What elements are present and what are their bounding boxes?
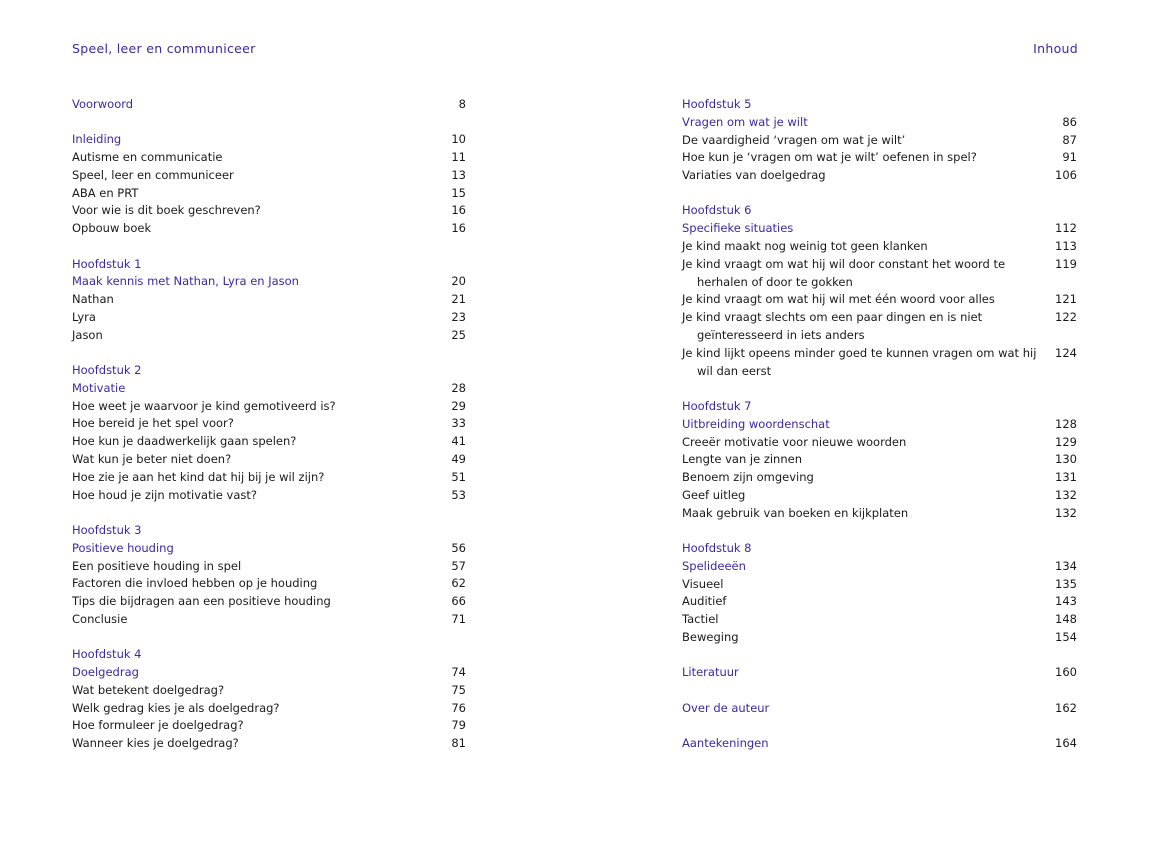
toc-entry[interactable] xyxy=(682,149,1077,167)
toc-entry[interactable] xyxy=(682,576,1077,594)
toc-page-number: 130 xyxy=(1055,452,1077,467)
chapter-number[interactable] xyxy=(72,362,466,380)
toc-entry[interactable] xyxy=(72,309,466,327)
toc-entry-text: Autisme en communicatie xyxy=(72,150,223,165)
toc-section xyxy=(72,646,466,753)
toc-page-number: 164 xyxy=(1055,735,1077,750)
toc-page-number: 56 xyxy=(451,540,466,555)
toc-page-number: 51 xyxy=(451,469,466,484)
toc-page-number: 119 xyxy=(1055,256,1077,271)
toc-chapter[interactable] xyxy=(682,700,1077,718)
toc-page-number: 41 xyxy=(451,434,466,449)
toc-entry[interactable] xyxy=(72,149,466,167)
toc-entry-text: Hoe zie je aan het kind dat hij bij je wil zijn? xyxy=(72,469,325,484)
toc-entry[interactable] xyxy=(682,132,1077,150)
toc-page-number: 25 xyxy=(451,327,466,342)
toc-entry-text: Motivatie xyxy=(72,380,126,395)
toc-page-number: 16 xyxy=(451,221,466,236)
toc-column-left xyxy=(72,96,466,771)
toc-entry-text: Je kind maakt nog weinig tot geen klanken xyxy=(682,239,928,254)
toc-page-number: 75 xyxy=(451,682,466,697)
toc-entry[interactable] xyxy=(682,167,1077,185)
toc-entry-text: Maak kennis met Nathan, Lyra en Jason xyxy=(72,274,299,289)
toc-entry-text: Hoofdstuk 6 xyxy=(682,203,752,218)
toc-entry-text: Hoofdstuk 3 xyxy=(72,522,142,537)
toc-entry-text: Wat betekent doelgedrag? xyxy=(72,682,225,697)
toc-entry-text: Aantekeningen xyxy=(682,735,769,750)
toc-entry-text: Over de auteur xyxy=(682,700,770,715)
toc-entry-text: Een positieve houding in spel xyxy=(72,558,242,573)
toc-entry[interactable] xyxy=(72,487,466,505)
toc-section xyxy=(72,522,466,629)
toc-page-number: 21 xyxy=(451,292,466,307)
chapter-title[interactable] xyxy=(682,114,1077,132)
toc-entry-text: Hoe formuleer je doelgedrag? xyxy=(72,718,244,733)
toc-entry-text: Welk gedrag kies je als doelgedrag? xyxy=(72,700,280,715)
toc-page-number: 91 xyxy=(1062,150,1077,165)
toc-page-number: 8 xyxy=(458,97,466,111)
toc-page-number: 62 xyxy=(451,576,466,591)
toc-page-number: 10 xyxy=(451,132,466,147)
toc-page-number: 160 xyxy=(1055,665,1077,680)
toc-page-number: 16 xyxy=(451,203,466,218)
toc-page-number: 112 xyxy=(1055,221,1077,236)
toc-page-number: 134 xyxy=(1055,558,1077,573)
toc-entry-text: Je kind vraagt om wat hij wil door constant het woord te herhalen of door te gokken xyxy=(682,256,1006,289)
running-head-section: Inhoud xyxy=(1033,41,1078,56)
toc-entry-text: Je kind lijkt opeens minder goed te kunnen vragen om wat hij wil dan eerst xyxy=(682,345,1037,378)
toc-entry[interactable] xyxy=(72,415,466,433)
toc-page-number: 162 xyxy=(1055,700,1077,715)
toc-entry[interactable] xyxy=(72,291,466,309)
toc-entry[interactable] xyxy=(682,593,1077,611)
toc-entry-text: Hoe kun je daadwerkelijk gaan spelen? xyxy=(72,434,297,449)
toc-entry-text: Auditief xyxy=(682,594,727,609)
toc-entry[interactable] xyxy=(682,238,1077,256)
toc-page-number: 129 xyxy=(1055,434,1077,449)
toc-page-number: 33 xyxy=(451,416,466,431)
toc-entry-text: Lyra xyxy=(72,309,96,324)
toc-page-number: 57 xyxy=(451,558,466,573)
toc-entry-text: Hoofdstuk 4 xyxy=(72,647,142,662)
toc-entry-text: Visueel xyxy=(682,576,724,591)
toc-entry[interactable] xyxy=(682,345,1077,381)
toc-page-number: 132 xyxy=(1055,487,1077,502)
toc-entry-text: Vragen om wat je wilt xyxy=(682,114,808,129)
toc-page-number: 148 xyxy=(1055,612,1077,627)
toc-entry[interactable] xyxy=(72,682,466,700)
toc-entry-text: Je kind vraagt om wat hij wil met één woord voor alles xyxy=(682,292,995,307)
toc-page-number: 74 xyxy=(451,665,466,680)
toc-chapter[interactable] xyxy=(682,664,1077,682)
toc-entry[interactable] xyxy=(72,433,466,451)
toc-entry[interactable] xyxy=(682,434,1077,452)
toc-entry[interactable] xyxy=(72,735,466,753)
chapter-number[interactable] xyxy=(72,256,466,274)
toc-entry[interactable] xyxy=(72,167,466,185)
toc-chapter[interactable] xyxy=(72,131,466,149)
toc-entry-text: Hoe kun je ‘vragen om wat je wilt’ oefenen in spel? xyxy=(682,150,977,165)
chapter-number[interactable] xyxy=(682,202,1077,220)
toc-entry[interactable] xyxy=(72,327,466,345)
toc-entry[interactable] xyxy=(682,291,1077,309)
toc-entry-text: Geef uitleg xyxy=(682,487,746,502)
toc-entry-text: Conclusie xyxy=(72,611,128,626)
toc-entry[interactable] xyxy=(682,611,1077,629)
toc-page-number: 53 xyxy=(451,487,466,502)
toc-page-number: 49 xyxy=(451,452,466,467)
toc-entry-text: Hoe weet je waarvoor je kind gemotiveerd is? xyxy=(72,398,336,413)
toc-entry-text: Benoem zijn omgeving xyxy=(682,470,814,485)
toc-page-number: 86 xyxy=(1062,114,1077,129)
toc-entry-text: Maak gebruik van boeken en kijkplaten xyxy=(682,505,909,520)
toc-entry-text: Hoe bereid je het spel voor? xyxy=(72,416,234,431)
toc-section xyxy=(682,664,1077,682)
toc-entry[interactable] xyxy=(682,469,1077,487)
toc-page-number: 20 xyxy=(451,274,466,289)
toc-entry-text: Hoofdstuk 1 xyxy=(72,256,142,271)
toc-entry-text: Wanneer kies je doelgedrag? xyxy=(72,736,239,751)
toc-section xyxy=(72,256,466,345)
toc-entry-text: Hoofdstuk 2 xyxy=(72,363,142,378)
toc-page-number: 132 xyxy=(1055,505,1077,520)
toc-section xyxy=(72,362,466,504)
toc-page-number: 128 xyxy=(1055,416,1077,431)
toc-entry[interactable] xyxy=(682,487,1077,505)
toc-page-number: 154 xyxy=(1055,630,1077,645)
toc-entry-text: Lengte van je zinnen xyxy=(682,452,803,467)
toc-section xyxy=(682,96,1077,185)
toc-entry-text: Spelideeën xyxy=(682,558,746,573)
toc-entry[interactable] xyxy=(682,505,1077,523)
toc-section xyxy=(72,96,466,114)
toc-entry-text: Speel, leer en communiceer xyxy=(72,167,234,182)
toc-entry-text: Hoofdstuk 8 xyxy=(682,541,752,556)
toc-entry-text: Creeër motivatie voor nieuwe woorden xyxy=(682,434,907,449)
toc-page-number: 81 xyxy=(451,736,466,751)
toc-entry-text: Specifieke situaties xyxy=(682,221,794,236)
chapter-number[interactable] xyxy=(682,398,1077,416)
toc-section xyxy=(682,735,1077,753)
toc-entry[interactable] xyxy=(682,451,1077,469)
chapter-title[interactable] xyxy=(72,664,466,682)
toc-entry-text: Beweging xyxy=(682,630,739,645)
toc-entry[interactable] xyxy=(72,469,466,487)
toc-section xyxy=(682,700,1077,718)
toc-page-number: 29 xyxy=(451,398,466,413)
toc-section xyxy=(682,202,1077,380)
toc-page-number: 143 xyxy=(1055,594,1077,609)
toc-entry[interactable] xyxy=(682,309,1077,345)
toc-entry[interactable] xyxy=(72,558,466,576)
toc-page-number: 23 xyxy=(451,309,466,324)
toc-page-number: 124 xyxy=(1055,345,1077,360)
chapter-title[interactable] xyxy=(682,220,1077,238)
toc-entry-text: Literatuur xyxy=(682,665,739,680)
toc-entry-text: Tips die bijdragen aan een positieve houding xyxy=(72,594,331,609)
toc-section xyxy=(682,540,1077,647)
toc-entry-text: Jason xyxy=(72,327,103,342)
toc-entry[interactable] xyxy=(72,593,466,611)
toc-entry[interactable] xyxy=(72,202,466,220)
chapter-number[interactable] xyxy=(72,522,466,540)
toc-page-number: 66 xyxy=(451,594,466,609)
toc-page-number: 28 xyxy=(451,380,466,395)
toc-entry[interactable] xyxy=(72,575,466,593)
toc-section xyxy=(72,131,466,238)
toc-page-number: 122 xyxy=(1055,310,1077,325)
toc-entry-text: Je kind vraagt slechts om een paar dingen en is niet geïnteresseerd in iets anders xyxy=(682,310,983,343)
toc-entry-text: De vaardigheid ‘vragen om wat je wilt’ xyxy=(682,132,906,147)
chapter-title[interactable] xyxy=(682,416,1077,434)
toc-entry-text: Nathan xyxy=(72,292,114,307)
toc-entry-text: Hoofdstuk 7 xyxy=(682,398,752,413)
toc-entry-text: Doelgedrag xyxy=(72,665,139,680)
chapter-number[interactable] xyxy=(72,646,466,664)
toc-page-number: 76 xyxy=(451,700,466,715)
toc-page-number: 15 xyxy=(451,185,466,200)
toc-column-right xyxy=(682,96,1077,770)
toc-page-number: 11 xyxy=(451,150,466,165)
toc-entry-text: Opbouw boek xyxy=(72,221,152,236)
toc-section xyxy=(682,398,1077,523)
toc-page-number: 79 xyxy=(451,718,466,733)
toc-entry[interactable] xyxy=(72,700,466,718)
chapter-title[interactable] xyxy=(72,380,466,398)
toc-entry-text: Wat kun je beter niet doen? xyxy=(72,452,232,467)
toc-entry-text: Voor wie is dit boek geschreven? xyxy=(72,203,261,218)
toc-page-number: 87 xyxy=(1062,132,1077,147)
toc-entry-text: Hoofdstuk 5 xyxy=(682,97,752,111)
toc-page-number: 131 xyxy=(1055,470,1077,485)
chapter-number[interactable] xyxy=(682,96,1077,114)
toc-entry-text: Tactiel xyxy=(682,612,719,627)
toc-page-number: 106 xyxy=(1055,168,1077,183)
toc-page-number: 121 xyxy=(1055,292,1077,307)
chapter-title[interactable] xyxy=(682,558,1077,576)
toc-entry-text: Variaties van doelgedrag xyxy=(682,168,826,183)
toc-entry-text: Factoren die invloed hebben op je houding xyxy=(72,576,318,591)
toc-entry[interactable] xyxy=(72,398,466,416)
toc-entry[interactable] xyxy=(72,451,466,469)
toc-entry[interactable] xyxy=(682,256,1077,292)
toc-chapter[interactable] xyxy=(682,735,1077,753)
toc-entry[interactable] xyxy=(72,220,466,238)
toc-page-number: 113 xyxy=(1055,239,1077,254)
toc-entry-text: Hoe houd je zijn motivatie vast? xyxy=(72,487,257,502)
toc-entry[interactable] xyxy=(72,611,466,629)
chapter-title[interactable] xyxy=(72,540,466,558)
toc-entry[interactable] xyxy=(72,717,466,735)
toc-chapter[interactable] xyxy=(72,96,466,114)
chapter-number[interactable] xyxy=(682,540,1077,558)
toc-page-number: 71 xyxy=(451,611,466,626)
toc-entry-text: ABA en PRT xyxy=(72,185,139,200)
running-head-book-title: Speel, leer en communiceer xyxy=(72,41,256,56)
toc-page-number: 13 xyxy=(451,167,466,182)
toc-entry-text: Positieve houding xyxy=(72,540,174,555)
chapter-title[interactable] xyxy=(72,273,466,291)
toc-page-number: 135 xyxy=(1055,576,1077,591)
toc-entry[interactable] xyxy=(682,629,1077,647)
toc-entry[interactable] xyxy=(72,185,466,203)
toc-entry-text: Uitbreiding woordenschat xyxy=(682,416,830,431)
toc-entry-text: Voorwoord xyxy=(72,97,134,111)
toc-entry-text: Inleiding xyxy=(72,132,122,147)
